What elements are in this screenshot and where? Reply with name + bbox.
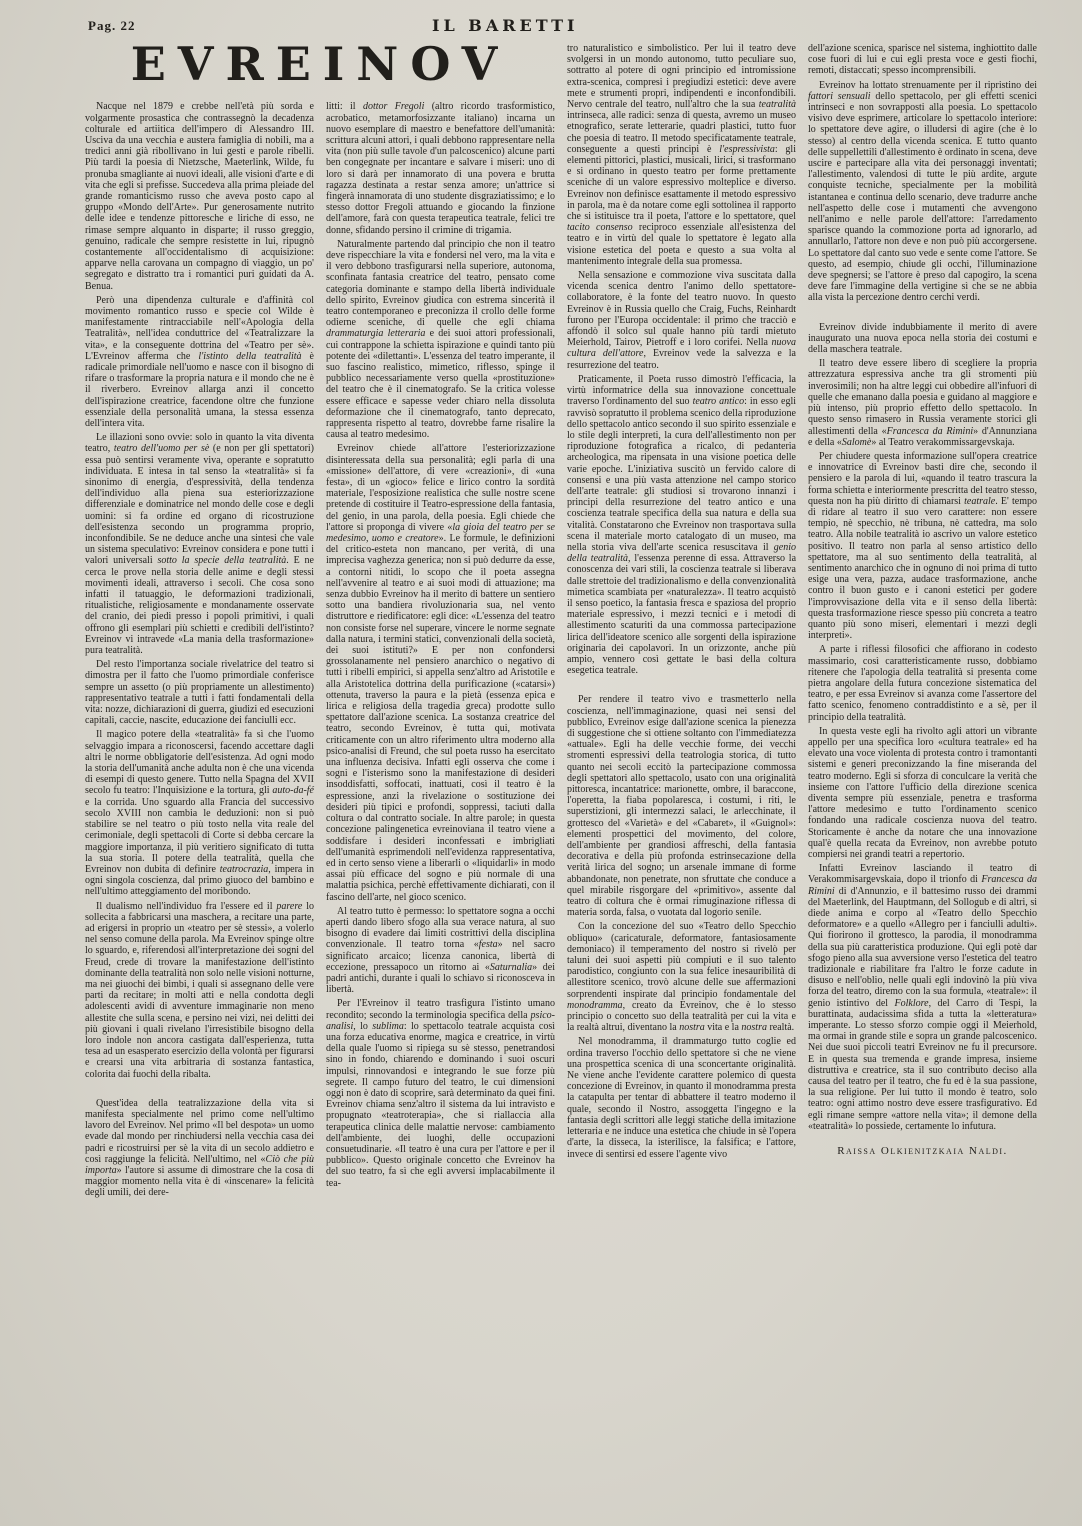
masthead: IL BARETTI [432,16,579,35]
article-paragraph: Il dualismo nell'individuo fra l'essere ed il parere lo sollecita a fabbricarsi una maschera, a recitare una parte, ad erigersi in proprio un «teatro per sè stessi», a volerlo nel senso comune della parola. Ma Evreinov spinge oltre lo sguardo, e, riferendosi all'interpretazione dei sogni del Freud, crede di trovare la manifestazione dell'istinto dominante della teatralità non solo nelle visioni notturne, ma nei giuochi dei bimbi, i quali si assegnano delle vere parti da recitare; in molti atti e nella condotta degli adolescenti avidi di avventure immaginarie non meno allestite che sulla scena, e persino nei vizi, nei delitti dei più giovani i quali rivelano l'irresistibile bisogno della loro indole non ancora castigata dall'esperienza, tutta tesa ad un esasperato esercizio della volontà per figurarsi e crearsi una vita arbitraria di sostanza fantastica, colorita dai fuochi della ribalta. [85,900,315,1080]
article-paragraph: Evreinov ha lottato strenuamente per il ripristino dei fattori sensuali dello spettacolo, per gli effetti scenici intrinseci e non sovrapposti alla poesia. Lo spettacolo visivo deve esprimere, articolare lo spettacolo interiore: lo spettatore deve agire, o illudersi di agire (che è lo stesso) al centro della vicenda scenica. E tutto quanto delle suppellettili d'allestimento è ordinato in scena, deve uscire e partecipare alla vita dei personaggi inventati; l'allestimento, valendosi di tutte le più ardite, argute conquiste tecniche, specialmente per la mobilità istantanea e continua dello scenario, deve tradurre anche nell'aspetto delle cose i mutamenti che avvengono nell'animo e nelle parole dell'attore: l'arredamento sparisce quando la commozione porta ad ignorarlo, ad annullarlo, l'attore non deve e non può più accorgersene. Lo spettatore dal canto suo vede e sente come l'attore. Se questo, ad esempio, chiude gli occhi, l'illuminazione deve spegnersi; se l'attore è preso dal capogiro, la scena deve fare l'immagine della vertigine sì che se ne abbia alla vista la percezione dentro cerchi verdi. [808,79,1037,304]
column-4-paragraphs [808,43,1037,1132]
article-paragraph: In questa veste egli ha rivolto agli attori un vibrante appello per una specifica loro «cultura teatrale» ed ha elevato una voce violenta di protesta contro i tramontanti sistemi e generi preconizzando la fine miseranda del teatro moderno. Egli si sforza di conculcare la verità che insieme con l'attore l'ufficio della direzione scenica diventa sempre più essenziale, penetra e trasforma l'attore medesimo e tutto l'ordinamento scenico fondando una radicale coscienza nuova del teatro. Storicamente è anche da notare che una innovazione qual'è quella recata da Evreinov, non avrebbe potuto compiersi nei grandi teatri a repertorio. [808,725,1037,861]
article-right-half [567,40,1037,1160]
article-paragraph: Il magico potere della «teatralità» fa sì che l'uomo selvaggio impara a riconoscersi, facendo accettare dagli altri le norme obbligatorie dell'esistenza. Ad ogni modo la storia dell'umanità anche adulta non è che una vicenda di esempi di questo genere. Tutto nella Spagna del XVII secolo fu teatro: l'Inquisizione e la tortura, gli auto-da-fé e la corrida. Uno sguardo alla Francia del successivo secolo XVIII non cambia le deduzioni: non si può stabilire se nel teatro o più tosto nella vita reale del cerimoniale, degli spettacoli di Corte si debba cercare la maggiore importanza, il più veritiero significato di tutta la sua storia. Il potere della teatralità, quella che Evreinov non dubita di definire teatrocrazia, impera in ogni singola coscienza, dal primo giuoco del bambino e nell'ultimo atteggiamento del moribondo. [85,729,314,898]
text-column-1 [85,98,314,1198]
article-paragraph: Quest'idea della teatralizzazione della vita si manifesta specialmente nel primo come nell'ultimo lavoro del Evreinov. Nel primo «Il bel despota» un uomo evade dal mondo per rinchiudersi nella vecchia casa dei padri e ricostruirsi per sè la vita di un secolo addietro e così raggiunge la felicità. Nell'ultimo, nel «Ciò che più importa» l'autore si assume di dimostrare che la cosa di maggior momento nella vita è di «inscenare» la felicità degli umili, dei dere- [85,1097,315,1199]
article-paragraph: Con la concezione del suo «Teatro dello Specchio obliquo» (caricaturale, deformatore, fantasiosamente demoniaco) il temperamento del nostro si rivelò per taluni dei suoi aspetti più compiuti e il suo talento parodistico, congiunto con la sua felice inesauribilità di allestitore scenico, trovò alcune delle sue affermazioni sorprendenti inspirate dal principio fondamentale del monodramma, creato da Evreinov, che è lo stesso principio o concetto suo della teatralità per cui la vita e la realtà altrui, diventano la nostra vita e la nostra realtà. [567,921,796,1034]
article-title: EVREINOV [130,37,510,91]
article-left-half [85,37,556,1199]
article-paragraph: Per rendere il teatro vivo e trasmetterlo nella coscienza, nell'immaginazione, quasi nei sensi del pubblico, Evreinov esige dall'azione scenica la pienezza di suggestione che si ottiene soltanto con l'immediatezza «attuale». Egli ha delle vecchie forme, dei vecchi stromenti espressivi della teatrologia storica, di tutto quanto nei secoli eccitò la partecipazione commossa degli spettatori allo spettacolo, usato con una originalità pittoresca, incantatrice: marionette, ombre, il baraccone, l'operetta, la fiaba popolaresca, i costumi, i riti, le superstizioni, gli intermezzi salaci, le arlecchinate, il grottesco del «Varietà» e del «Cabaret», il «Guignol»: elementi prospettici del movimento, del colore, dell'ambiente per grandiosi affreschi, della fantasia decorativa e della più profonda estrinsecazione della verità lirica del sogno; un arsenale immane di forme abbandonate, non penetrate, non sfruttate che conduce a quel mirabile risgorgare del «primitivo», assente dal teatro di coltura che è ormai rimuginazione riflessa di materia sorda, falsa, o vuotata dal logorio senile. [567,694,796,919]
article-paragraph: litti: il dottor Fregoli (altro ricordo trasformistico, acrobatico, metamorfosizzante italiano) incarna un nuovo esemplare di maestro e benefattore dell'umanità: scrittura alcuni attori, i quali debbono rappresentare nella vita (non più sulle tavole d'un palcoscenico) alcune parti ben congegnate per incantare e salvare i miseri: uno di loro si darà per innamorato di una povera e brutta ragazza destinata a restar senza amore; un'attrice si fingerà innamorata di uno studente disgraziatissimo; e lo stesso dottor Fregoli attuando e giocando la finzione dell'amore, farà con questa terapeutica teatrale, felici tre donne, sfidando persino il crimine di trigamia. [326,101,556,236]
article-paragraph: Il teatro deve essere libero di scegliere la propria attrezzatura espressiva anche tra gli stromenti più inverosimili; non ha altre leggi cui obbedire all'infuori di quelle che emanano dalla poesia e guidano al maggiore e più intenso, più proprio effetto dello spettacolo. In questo senso rimasero in Russia veramente storici gli allestimenti della «Francesca da Rimini» d'Annunziana e della «Salomè» al Teatro verakommissargevskaja. [808,358,1037,448]
article-paragraph: dell'azione scenica, sparisce nel sistema, inghiottito dalle cose fuori di lui e cui egli presta voce e gesti fiochi, remoti, distaccati; spesso incomprensibili. [808,43,1037,77]
article-paragraph: A parte i riflessi filosofici che affiorano in codesto massimario, così caratteristicamente russo, dobbiamo ritenere che l'apologia della teatralità si presenta come pietra angolare della futura concezione sistematica del teatro, e per essa Evreinov si avanza come l'assertore del fatto scenico, fenomeno contraddistinto e a sè, per il principio della teatralità. [808,644,1037,723]
article-paragraph: Infatti Evreinov lasciando il teatro di Verakommisargevskaia, dopo il trionfo di Francesca da Rimini di d'Annunzio, e il battesimo russo dei drammi del Maeterlink, del Hauptmann, del Sollogub e di altri, si diede anima e corpo al «Teatro dello Specchio deformatore» e a quello «Allegro per i fanciulli adulti». Qui fiorirono il grottesco, la parodia, il monodramma della sua più caratteristica produzione. Qui egli potè dar sfogo pieno alla sua avversione verso l'estetica del teatro tradizionale e riabilitare fra l'altro le forze cadute in disuso e nell'oblio, nelle quali egli indovinò la più viva forza del teatro, diremo con la sua formula, «teatrale»: il genio istintivo del Folklore, del Carro di Tespi, la burattinata, audacissima sfida a tutta la «letteratura» imperante. Lo stesso sforzo compie oggi il Meierhold, ma ormai in grande stile e sopra un grande palcoscenico. Nei due suoi piccoli teatri Evreinov ne fu il precursore. E in questa sua tremenda e grande impresa, insieme distruttiva e creatrice, sta il suo contributo deciso alla causa del teatro per il teatro, che fu ed è la sua passione, la sua religione. Per lui tutto il mondo è teatro, solo teatro: ogni attimo nostro deve essere trasfigurativo. Ed egli rimane sempre «attore nella vita»; il demone della «teatralità» lo possiede, certamente lo infutura. [808,863,1038,1132]
author-signature: Raissa Olkienitzkaia Naldi. [837,1145,1008,1158]
article-paragraph: Del resto l'importanza sociale rivelatrice del teatro si dimostra per il fatto che l'uomo primordiale conferisce sempre un assetto (o più propriamente un allestimento) rappresentativo teatrale a tutti i fatti fondamentali della vita: nozze, dichiarazioni di guerra, giudizi ed esecuzioni capitali, caccie, nascite, educazione dei fanciulli ecc. [85,659,314,727]
article-paragraph: Nel monodramma, il drammaturgo tutto coglie ed ordina traverso l'occhio dello spettatore sì che ne viene una prospettica scenica di una sconcertante originalità. Ne viene anche l'evidente carattere polemico di questa concezione di Evreinov, in quanto il monodramma presta la catapulta per tentar di abbattere il teatro moderno il quale, secondo il Nostro, assoggetta l'ingegno e la fantasia degli scrittori alle leggi statiche della imitazione letteraria e ne induce una estetica che chiude in sè l'opera d'arte, la disseca, la isterilisce, la falsifica; e l'attore, invece di sentirsi ed essere l'agente vivo [567,1036,796,1160]
article-paragraph: tro naturalistico e simbolistico. Per lui il teatro deve svolgersi in un mondo autonomo, tutto peculiare suo, sottratto al potere di ogni principio ed intromissione extra-scenica, compresi i pregiudizi estetici: deve avere mete e strumenti propri, indipendenti e inconfondibili. Nervo centrale del teatro, null'altro che la sua teatralità intrinseca, alle radici: senza di questa, avremo un museo etnografico, serate letterarie, quadri plastici, tutto fuor che poesia di teatro. Il metodo specificatamente teatrale, conseguente a questi principi è l'espressivista: gli elementi pittorici, plastici, musicali, lirici, si trasformano e si ordinano in questo teatro per forme prettamente sceniche di un valore espressivo molteplice e diverso. Evreinov non definisce esattamente il metodo espressivo in parola, ma è da notare come egli sottolinea il rapporto che si istituisce tra il poeta, l'attore e lo spettatore, quel tacito consenso reciproco essenziale all'esistenza del teatro e in virtù del quale lo spettatore è legato alla visione estetica del poeta e questo a sua volta al mantenimento integrale della sua promessa. [567,43,796,267]
text-column-3 [567,40,796,1160]
column-3-paragraphs [567,43,796,1160]
article-paragraph: Le illazioni sono ovvie: solo in quanto la vita diventa teatro, teatro dell'uomo per sè (e non per gli spettatori) essa può sentirsi veramente viva, operante e sopratutto individuata. E intesa in tal senso la «teatralità» si fa sinonimo di energia, d'espressività, della tendenza dell'individuo alla piena sua esteriorizzazione differenziale e dominatrice nel mondo delle cose e degli uomini: si fa ordine ed organo di ricostruzione dell'esistenza secondo un programma proprio, inconfondibile. Se ne deduce anche una sintesi che vale un sistema speculativo: Evreinov considera e pone tutti i valori universali sotto la specie della teatralità. E ne cerca le prove nella storia delle anime e degli stessi movimenti ideali, attraverso i secoli. Che cosa sono infatti il tatuaggio, le deformazioni tradizionali, ritualistiche, religiosamente e mondanamente osservate del cranio, dei piedi presso i popoli primitivi, i quali offrono gli esemplari più schietti e credibili dell'istinto? Evreinov vi intravede «La mania della trasformazione» pura teatralità. [85,432,315,657]
article-paragraph: Evreinov divide indubbiamente il merito di avere inaugurato una nuova epoca nella storia dei costumi e della maschera teatrale. [808,321,1037,356]
article-paragraph: Naturalmente partendo dal principio che non il teatro deve rispecchiare la vita e fondersi nel vero, ma la vita e il vero debbono trasfigurarsi nella superiore, autonoma, sconfinata fantasia creatrice del teatro, pensato come categoria dominante e stampo della libertà individuale dello spirito, Evreinov giudica con estrema sincerità il teatro contemporaneo e preconizza il crollo delle forme odierne sceniche, di quelle che egli chiama drammaturgia letteraria e dei suoi attori professionali, cui contrappone la schietta ispirazione e quindi tanto più potente dei «dilettanti». L'essenza del teatro imperante, il suo fascino realistico, mimetico, riflesso, spinge il pubblico necessariamente verso quella «prostituzione» del teatro che è il cinematografo. Se la critica volesse essere efficace e sapesse veder chiaro nella dissoluta deformazione che il cinematografo, tanto deprecato, rappresenta rispetto al teatro, dovrebbe farne risalire la causa al teatro medesimo. [326,238,555,441]
column-1-paragraphs [85,101,314,1198]
article-paragraph: Evreinov chiede all'attore l'esteriorizzazione disinteressata della sua personalità; egli parla di una «missione» dell'attore, di vere «creazioni», di «una festa», di un «gioco» felice e lirico contro la sordità materiale, l'esposizione realistica che sulle nostre scene pretende di costituire il Teatro-espressione della fantasia, del genio, in una parola, della poesia. Egli chiede che l'attore si proponga di vivere «la gioia del teatro per se medesimo, uomo e creatore». Le formule, le definizioni del critico-esteta non mancano, per verità, di una imprecisa vaghezza generica; non si può dedurre da esse, a contorni nitidi, lo scopo che il poeta assegna nell'avvenire al teatro e ai suoi modi di attuazione; ma senza dubbio Evreinov ha il merito di battere un sentiero sotto una bandiera rivoluzionaria sua, nel vento distruttore e riedificatore: egli dice: «L'essenza del teatro non consiste forse nel superare, vincere le norme segnate dalla natura, i termini statici, convenzionali della società, dei suoi istituti?» E per non confondersi grossolanamente nel pensiero anarchico o negativo di tutti i ribelli empirici, si appella senz'altro ad Aristotile e alla Aristotelica dottrina della purificazione («catarsi») ottenuta, traverso la paura e la pietà (essenza epica e lirica e religiosa della tragedia greca) prodotte sullo spettatore dall'azione scenica. La sostanza creatrice del teatro, secondo Evreinov, è tutta qui, motivata criticamente con un altro riferimento ultra moderno alla psico-analisi di Freund, che sul poeta russo ha esercitato una influenza decisiva. Infatti egli osserva che come i sogni e l'isterismo sono la manifestazione di desideri insoddisfatti, soffocati, inattuati, così il teatro è la espressione, anzi la rivelazione o sostituzione dei desideri più tipici e profondi, soppressi, taciuti dalla coltura o dal contratto sociale. In altre parole; in questa concezione palingenetica evreinoviana il teatro viene a soddisfare i desideri inconfessati e imbrigliati dell'umanità esprimendoli nell'evidenza rappresentativa, ed in certo senso viene a liberarli o «liquidarli» in modo assai più efficace del sogno e più normale di una malattia psichica, perchè effettivamente dichiarati, con il fascino dell'arte, nel gioco scenico. [326,443,555,903]
article-paragraph: Per l'Evreinov il teatro trasfigura l'istinto umano recondito; secondo la terminologia specifica della psico-analisi, lo sublima: lo spettacolo teatrale acquista così una forza educativa enorme, magica e creatrice, in virtù della quale l'uomo si ripiega su sè stesso, penetrandosi sino in fondo, chiarendo e dominando i suoi oscuri impulsi, rinnovandosi e integrando le sue forze più segrete. Il campo futuro del teatro, le cui dimensioni oggi non è dato di scoprire, sarà determinato da quei fini. Evreinov chiama senz'altro il sistema da lui intravisto e propugnato «teatroterapia», che si riallaccia alla terapeutica clinica delle malattie nervose: cambiamento dell'ambiente, dei luoghi, delle occupazioni consuetudinarie. «Il teatro è una cura per l'attore e per il pubblico». Questo originale concetto che Evreinov ha del suo teatro, fa sì che egli avversi implacabilmente il tea- [326,998,556,1189]
text-column-4 [808,40,1037,1160]
article-paragraph: Nacque nel 1879 e crebbe nell'età più sorda e volgarmente prosastica che contrassegnò la decadenza colturale ed artiitica dell'impero di Alessandro III. Usciva da una vecchia e austera famiglia di nobili, ma a tredici anni già ribollivano in lui gesti e parole ribelli. Più tardi la poesia di Nietzsche, Maeterlink, Wilde, fu pronuba smagliante ai nuovi ideali, alle visioni d'arte e di vita che egli si prefisse. Succedeva alla prima pleiade del grande romanticismo russo che aveva posto capo al gruppo «Mondo dell'Arte». Pur generosamente nutrito delle idee e tendenze pittoresche e liriche di esso, ne rimase sempre alquanto in disparte; il russo greggio, genuino, radicale che sempre resistette in lui, ripugnò costantemente all'occidentalismo di acquisizione: apparve nella carovana un compagno di viaggio, un po' segregato e distratto tra i romantici puri guidati da A. Benua. [85,101,314,292]
article-paragraph: Per chiudere questa informazione sull'opera creatrice e innovatrice di Evreinov basti dire che, secondo il pensiero e la parola di lui, «quando il teatro trascura la forma schietta e interiormente prescritta del teatro stesso, questa non ha più diritto di chiamarsi teatrale. E' tempo di ridare al teatro il suo vero carattere: non essere tempio, nè specchio, nè tribuna, nè cattedra, ma solo teatro. Alla nobile teatralità io ascrivo un valore estetico positivo. Il teatro non parla al senso artistico dello spettatore, ma al suo sentimento della teatralità, al sentimento anarchico che in ognuno di noi prima di tutto esige una vera, pazza, audace trasformazione, anche contro il buon gusto e i canoni estetici per godere l'improvvisazione della vita e il senso della libertà: questa trasformazione riesce spesso più concreta a teatro quanto più sono miseri, elementari i mezzi degli interpreti». [808,450,1038,642]
article-paragraph: Praticamente, il Poeta russo dimostrò l'efficacia, la virtù informatrice della sua innovazione concettuale traverso l'ordinamento del suo teatro antico: in esso egli ravvisò sopratutto il problema scenico della riproduzione dello spettacolo antico secondo il suo spirito essenziale e lo stile degli interpreti, la cura dell'allestimento non per riproduzione fotografica a ricalco, di pedanteria archeologica, ma ripensata in una visione poetica delle varie epoche. L'iniziativa suscitò un fervido calore di consensi e una più vasta attenzione nel campo storico dell'arte teatrale: gli studiosi si trovarono innanzi i principi della resurrezione del teatro antico e una coscienza teatrale specifica della sua natura e della sua vitalità. Constatarono che Evreinov non trasportava sulla scena il materiale morto catalogato di un museo, ma nella storia viva dell'arte scenica resuscitava il genio della teatralità, l'essenza perenne di essa. Attraverso la conoscenza dei vari stili, la coscienza teatrale si liberava dalle strettoie del tradizionalismo e della convenzionalità mimetica scambiata per «naturalezza». Il teatro acquistò il senso poetico, la fantasia fresca e spaziosa del proprio materiale espressivo, i mezzi tecnici e i metodi di allestimento scaturiti da una commossa partecipazione lirica dell'ideatore scenico alle sorgenti della ispirazione originaria dei capolavori. In un orizzonte, anche più ampio, vennero così gettate le basi della coltura esegetica teatrale. [567,373,797,677]
column-2-paragraphs [326,101,555,1189]
article-paragraph: Nella sensazione e commozione viva suscitata dalla vicenda scenica dentro l'animo dello spettatore-collaboratore, è la fonte del teatro nuovo. In questo Evreinov è in Russia quello che Craig, Fuchs, Reinhardt furono per l'Europa occidentale: il primo che tracciò e affondò il solco sul quale hanno più tardi mietuto Meierhold, Tairov, Pietroff e i loro corifei. Nella nuova cultura dell'attore, Evreinov vede la salvezza e la resurrezione del teatro. [567,270,796,371]
article-paragraph: Al teatro tutto è permesso: lo spettatore sogna a occhi aperti dando libero sfogo alla sua verace natura, al suo bisogno di evadere dai limiti costrittivi della disciplina convenzionale. Il teatro torna «festa» nel sacro significato arcaico; licenza canonica, libertà di eccezione, pressapoco un ritorno ai «Saturnalia» dei padri antichi, durante i quali lo schiavo si riconosceva in libertà. [326,905,556,996]
page-number: Pag. 22 [88,18,136,33]
article-paragraph: Però una dipendenza culturale e d'affinità col movimento romantico russo e specie col Wilde è manifestamente rintracciabile nell'«Apologia della Teatralità», nell'idea conduttrice del «Teatralizzare la vita», e la conseguente dottrina del «Teatro per sè». L'Evreinov afferma che l'istinto della teatralità è radicale primordiale nell'uomo e nasce con il bisogno di rifare o trasformare la propria natura e il mondo che ne è il riverbero. Evreinov allarga anzi il concetto dell'ispirazione creatrice, facendone oltre che funzione essenziale della personalità umana, la stessa essenza dell'intera vita. [85,294,314,429]
text-column-2 [326,98,555,1198]
